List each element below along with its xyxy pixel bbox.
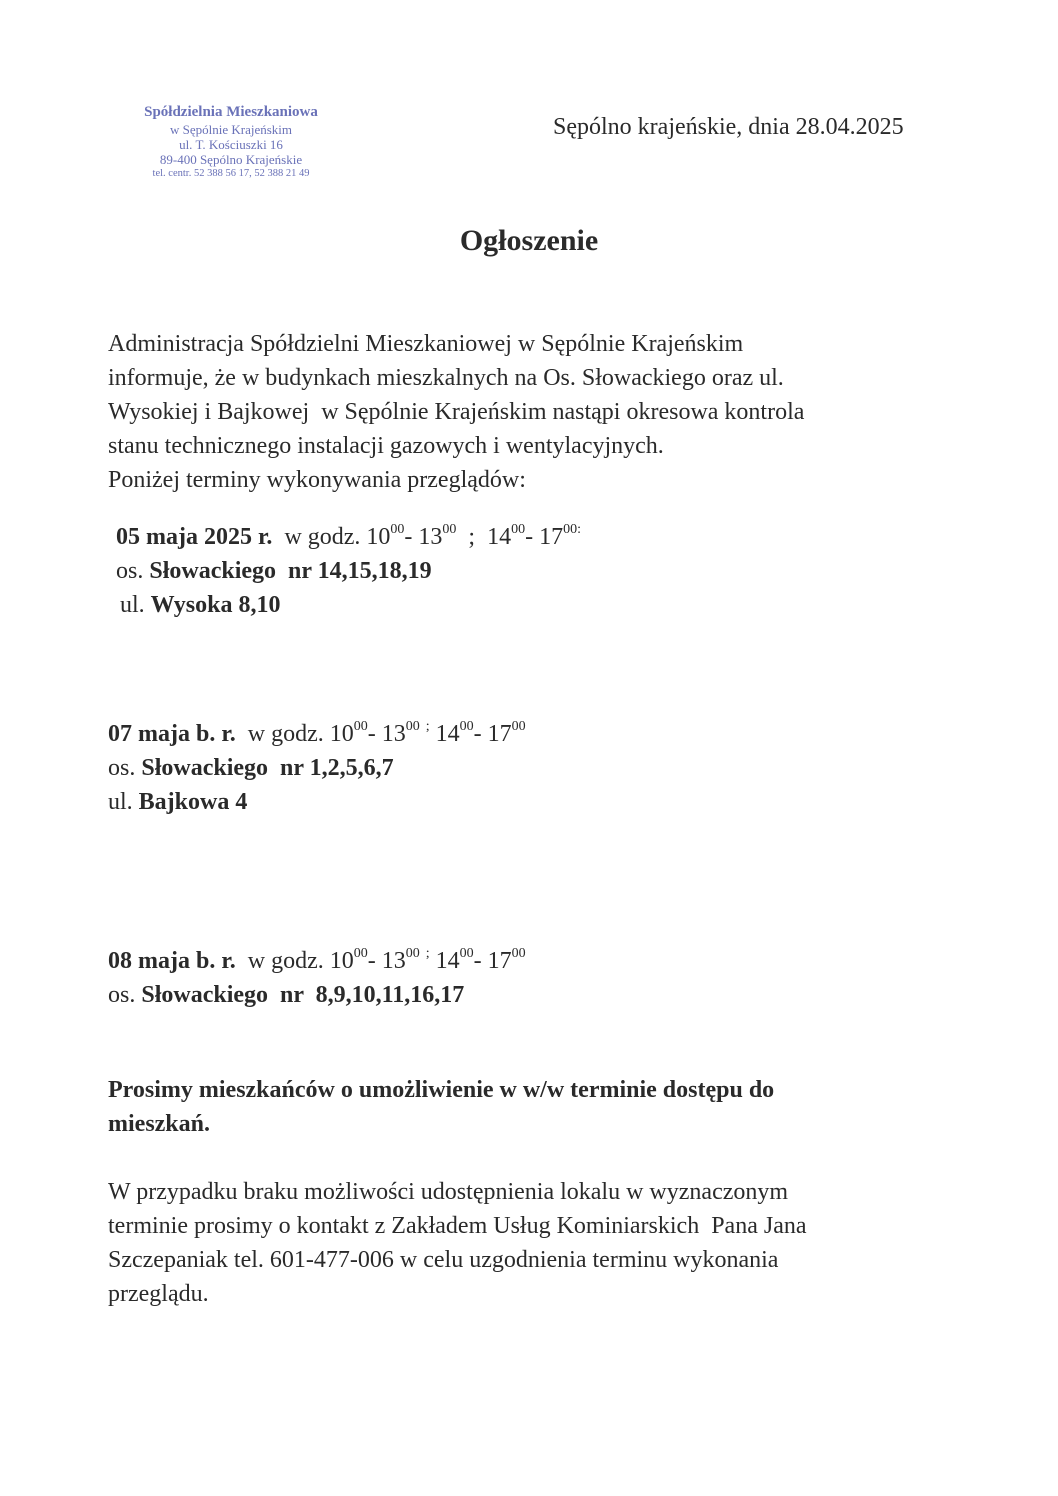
minutes: 00	[405, 946, 420, 961]
estate-buildings: Słowackiego nr 1,2,5,6,7	[141, 755, 394, 781]
minutes: 00	[459, 719, 474, 734]
trailing-mark: :	[577, 522, 581, 537]
schedule-entry	[108, 944, 526, 1012]
hours-prefix: w godz.	[284, 524, 361, 550]
schedule-date: 08 maja b. r.	[108, 948, 236, 974]
closing-line: terminie prosimy o kontakt z Zakładem Usług Kominiarskich Pana Jana	[108, 1213, 807, 1239]
intro-paragraph	[108, 327, 804, 497]
minutes: 00	[459, 946, 474, 961]
schedule-date: 07 maja b. r.	[108, 721, 236, 747]
schedule-entry	[116, 520, 581, 622]
hours-separator: ;	[425, 719, 430, 734]
contact-paragraph	[108, 1175, 807, 1311]
hour-start: 14	[487, 524, 512, 550]
estate-prefix: os.	[108, 982, 136, 1008]
hour-start: 10	[366, 524, 391, 550]
intro-line: informuje, że w budynkach mieszkalnych na Os. Słowackiego oraz ul.	[108, 365, 784, 391]
intro-line: Wysokiej i Bajkowej w Sępólnie Krajeńskim nastąpi okresowa kontrola	[108, 399, 805, 425]
minutes: 00	[511, 946, 526, 961]
minutes: 00	[390, 522, 405, 537]
schedule-estate-line	[116, 554, 581, 588]
schedule-street-line	[116, 588, 581, 622]
schedule-street-line	[108, 785, 526, 819]
hours-prefix: w godz.	[247, 721, 324, 747]
hour-start: 14	[435, 721, 460, 747]
hour-start: 10	[329, 721, 354, 747]
estate-prefix: os.	[116, 558, 144, 584]
street-buildings: Wysoka 8,10	[150, 592, 281, 618]
schedule-entry	[108, 717, 526, 819]
minutes: 00	[353, 946, 368, 961]
note-line: mieszkań.	[108, 1111, 210, 1137]
stamp-line: Spółdzielnia Mieszkaniowa	[144, 104, 318, 120]
place-and-date: Sępólno krajeńskie, dnia 28.04.2025	[553, 114, 904, 140]
intro-line: Poniżej terminy wykonywania przeglądów:	[108, 467, 526, 493]
schedule-estate-line	[108, 751, 526, 785]
access-request-note	[108, 1073, 774, 1141]
stamp-line: w Sępólnie Krajeńskim	[169, 121, 293, 137]
minutes: 00	[405, 719, 420, 734]
intro-line: stanu technicznego instalacji gazowych i wentylacyjnych.	[108, 433, 664, 459]
street-buildings: Bajkowa 4	[138, 789, 248, 815]
hour-end: 13	[381, 948, 406, 974]
estate-buildings: Słowackiego nr 14,15,18,19	[149, 558, 432, 584]
page-title: Ogłoszenie	[459, 224, 599, 257]
intro-line: Administracja Spółdzielni Mieszkaniowej w Sępólnie Krajeńskim	[108, 331, 744, 357]
hours-prefix: w godz.	[247, 948, 324, 974]
hour-end: 13	[381, 721, 406, 747]
schedule-date-line: 08 maja b. r. w godz. $10^{00}-$ $13^{00}$ ; $14^{00}-$ $17^{00}$	[108, 946, 526, 974]
stamp-line: tel. centr. 52 388 56 17, 52 388 21 49	[152, 167, 310, 179]
hour-end: 13	[418, 524, 443, 550]
estate-buildings: Słowackiego nr 8,9,10,11,16,17	[141, 982, 465, 1008]
note-line: Prosimy mieszkańców o umożliwienie w w/w terminie dostępu do	[108, 1077, 775, 1103]
minutes: 00	[353, 719, 368, 734]
minutes: 00	[442, 522, 457, 537]
street-prefix: ul.	[120, 592, 145, 618]
hour-end: 17	[487, 948, 512, 974]
closing-line: W przypadku braku możliwości udostępnienia lokalu w wyznaczonym	[108, 1179, 789, 1205]
schedule-date-line: 07 maja b. r. w godz. $10^{00}-$ $13^{00}$ ; $14^{00}-$ $17^{00}$	[108, 719, 526, 747]
estate-prefix: os.	[108, 755, 136, 781]
hour-start: 10	[329, 948, 354, 974]
minutes: 00	[511, 719, 526, 734]
street-prefix: ul.	[108, 789, 133, 815]
schedule-estate-line	[108, 978, 526, 1012]
organization-stamp	[100, 104, 362, 180]
stamp-line: ul. T. Kościuszki 16	[179, 137, 283, 153]
hour-end: 17	[539, 524, 564, 550]
hours-separator: ;	[468, 524, 476, 550]
minutes: 00	[563, 522, 578, 537]
closing-line: Szczepaniak tel. 601-477-006 w celu uzgodnienia terminu wykonania	[108, 1247, 779, 1273]
minutes: 00	[511, 522, 526, 537]
hours-separator: ;	[425, 946, 430, 961]
hour-end: 17	[487, 721, 512, 747]
schedule-date: 05 maja 2025 r.	[116, 524, 273, 550]
schedule-date-line: 05 maja 2025 r. w godz. $10^{00}-$ $13^{00}$ ; $14^{00}-$ $17^{00:}$	[116, 522, 581, 550]
closing-line: przeglądu.	[108, 1281, 209, 1307]
hour-start: 14	[435, 948, 460, 974]
stamp-line: 89-400 Sępólno Krajeńskie	[159, 152, 303, 168]
